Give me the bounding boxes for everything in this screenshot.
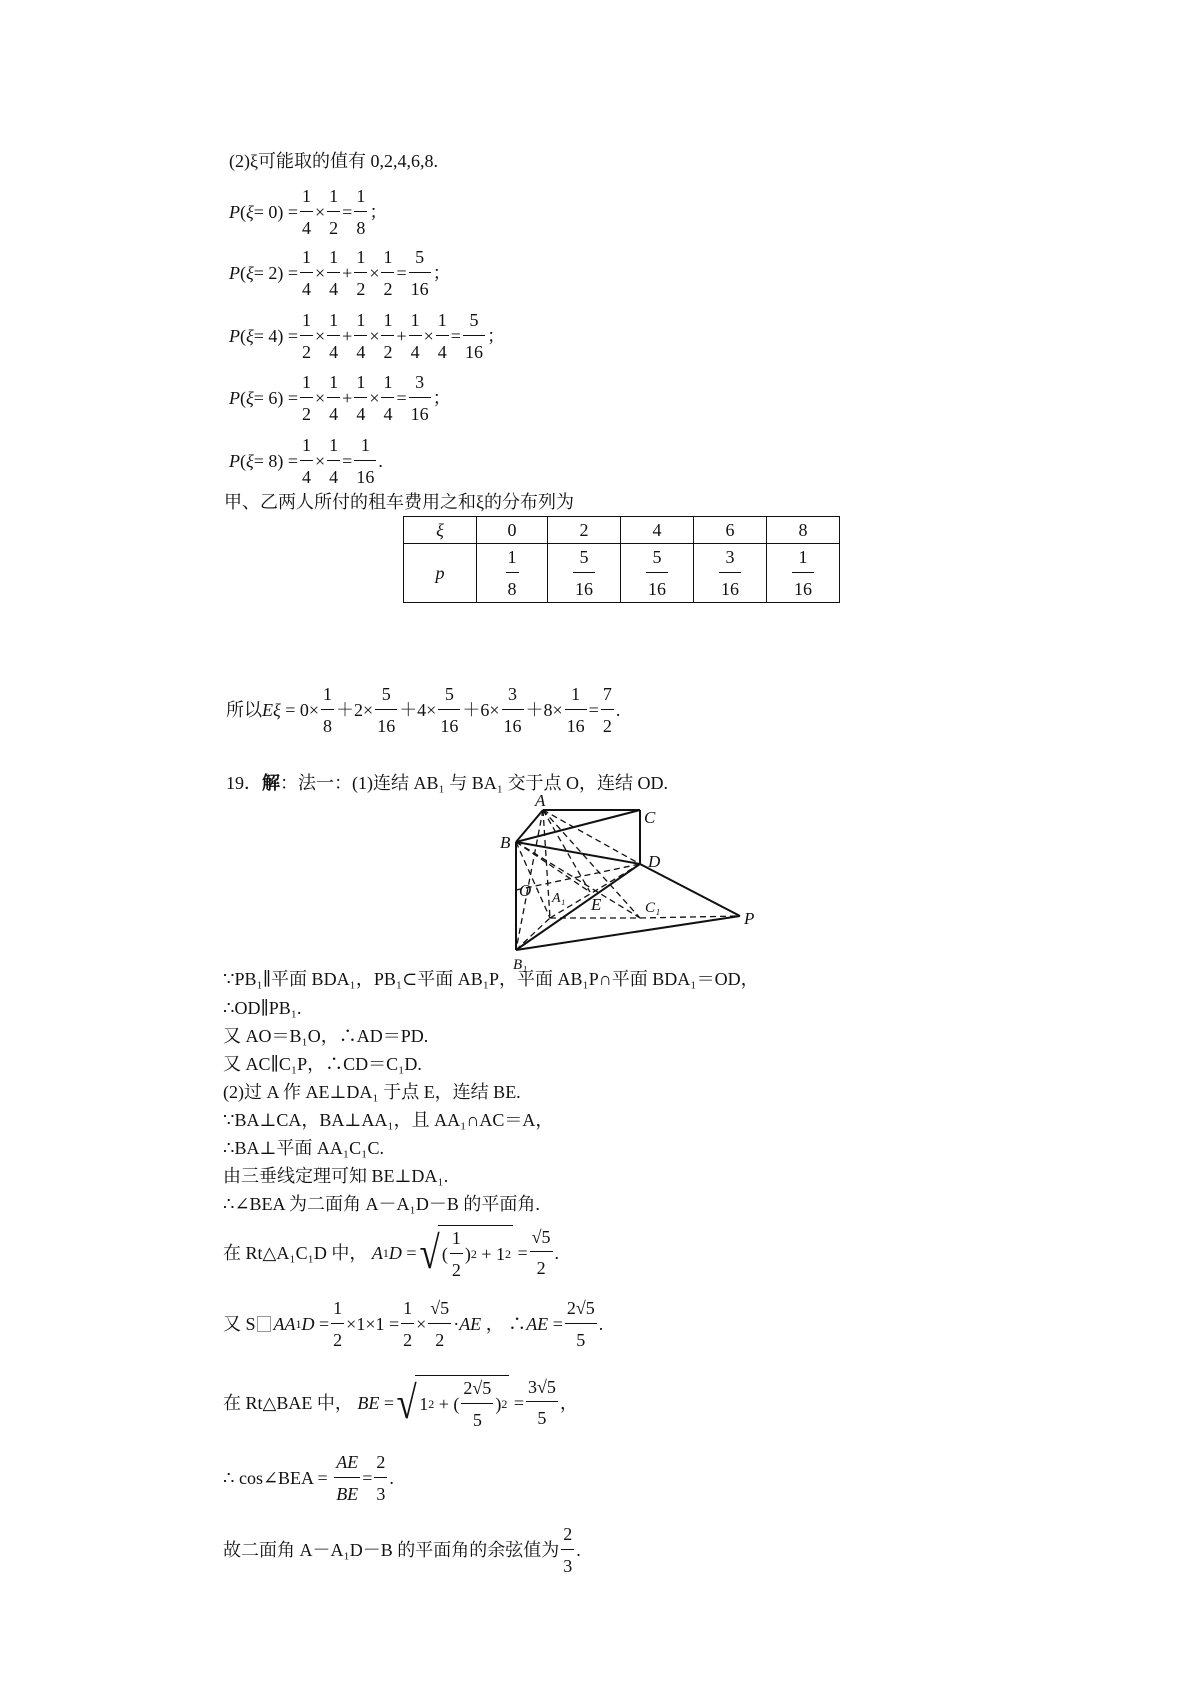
label-d: D (648, 852, 661, 871)
be-equation: 在 Rt△BAE 中， BE = √ 1 2 + ( $\frac{2√5}{5}$ ) 2 = $\frac{3√5}{5}$ ， (223, 1376, 578, 1430)
table-header-cell: 4 (621, 517, 694, 544)
label-c1: C₁ (645, 900, 661, 916)
table-header-cell: 0 (477, 517, 548, 544)
label-a: A (535, 792, 546, 810)
distribution-table (403, 516, 840, 603)
proof-line-2: ∴OD∥PB₁. (223, 998, 302, 1018)
table-cell: $\frac{3}{16}$ (694, 544, 767, 603)
proof-line-7: ∴BA⊥平面 AA₁C₁C. (223, 1138, 384, 1158)
q19-heading: 19．解：法一：(1)连结 AB₁ 与 BA₁ 交于点 O，连结 OD. (226, 773, 669, 793)
a1d-equation: 在 Rt△A₁C₁D 中， A 1 D = √ ( $\frac{1}{2}$ ) 2 + 1 2 = $\frac{√5}{2}$ . (223, 1226, 560, 1280)
label-o: O (519, 881, 532, 900)
prob-xi-0: P ( ξ = 0) = $\frac{1}{4}$ × $\frac{1}{2}$ = $\frac{1}{8}$ ； (229, 186, 388, 238)
proof-line-4: 又 AC∥C₁P，∴CD＝C₁D. (223, 1054, 422, 1074)
table-header-cell: 6 (694, 517, 767, 544)
prob-xi-8: P ( ξ = 8) = $\frac{1}{4}$ × $\frac{1}{4}$ = $\frac{1}{16}$ . (229, 435, 383, 487)
table-header-cell: ξ (404, 517, 477, 544)
prob-xi-2: P ( ξ = 2) = $\frac{1}{4}$ × $\frac{1}{4}$ + $\frac{1}{2}$ × $\frac{1}{2}$ = $\frac{5}{16}$ ； (229, 247, 451, 299)
table-cell: $\frac{1}{16}$ (767, 544, 840, 603)
prob-xi-4: P ( ξ = 4) = $\frac{1}{2}$ × $\frac{1}{4}$ + $\frac{1}{4}$ × $\frac{1}{2}$ + $\frac{1}{4}$ × $\frac{1}{4}$ = $\frac{5}{16}$ ； (229, 310, 505, 362)
proof-line-5: (2)过 A 作 AE⊥DA₁ 于点 E，连结 BE. (223, 1082, 521, 1102)
label-a1: A₁ (552, 891, 566, 906)
prob-xi-6: P ( ξ = 6) = $\frac{1}{2}$ × $\frac{1}{4}$ + $\frac{1}{4}$ × $\frac{1}{4}$ = $\frac{3}{16}$ ； (229, 372, 451, 424)
proof-line-3: 又 AO＝B₁O，∴AD＝PD. (223, 1026, 429, 1046)
distribution-intro: 甲、乙两人所付的租车费用之和ξ的分布列为 (224, 492, 575, 512)
label-e: E (591, 895, 602, 914)
cos-equation: ∴ cos∠BEA = $\frac{AE}{BE}$ = $\frac{2}{3}$ . (223, 1452, 394, 1504)
table-row-label: p (404, 544, 477, 603)
label-b: B (500, 833, 511, 852)
conclusion-line: 故二面角 A－A₁D－B 的平面角的余弦值为 $\frac{2}{3}$ . (223, 1524, 581, 1576)
label-b1: B₁ (513, 957, 528, 972)
proof-line-6: ∵BA⊥CA，BA⊥AA₁，且 AA₁∩AC＝A， (223, 1110, 554, 1130)
prism-figure (490, 792, 760, 972)
proof-line-9: ∴∠BEA 为二面角 A－A₁D－B 的平面角. (223, 1194, 540, 1214)
table-header-cell: 8 (767, 517, 840, 544)
part2-heading: (2)ξ可能取的值有 0,2,4,6,8. (229, 151, 439, 171)
proof-line-1: ∵PB₁∥平面 BDA₁，PB₁⊂平面 AB₁P，平面 AB₁P∩平面 BDA₁＝OD， (223, 969, 759, 989)
proof-line-8: 由三垂线定理可知 BE⊥DA₁. (223, 1166, 449, 1186)
table-cell: $\frac{1}{8}$ (477, 544, 548, 603)
label-c: C (644, 808, 656, 827)
label-p: P (744, 909, 755, 928)
area-equation: 又 S AA 1 D = $\frac{1}{2}$ ×1×1 = $\frac{1}{2}$ × $\frac{√5}{2}$ · AE ， ∴ AE = $\frac{2√5}{5}$ . (223, 1298, 604, 1350)
expectation-line: 所以 E ξ = 0× $\frac{1}{8}$ ＋2× $\frac{5}{16}$ ＋4× $\frac{5}{16}$ ＋6× $\frac{3}{16}$ ＋8× $\frac{1}{16}$ = $\frac{7}{2}$ . (226, 684, 621, 736)
table-cell: $\frac{5}{16}$ (621, 544, 694, 603)
table-header-cell: 2 (548, 517, 621, 544)
table-cell: $\frac{5}{16}$ (548, 544, 621, 603)
